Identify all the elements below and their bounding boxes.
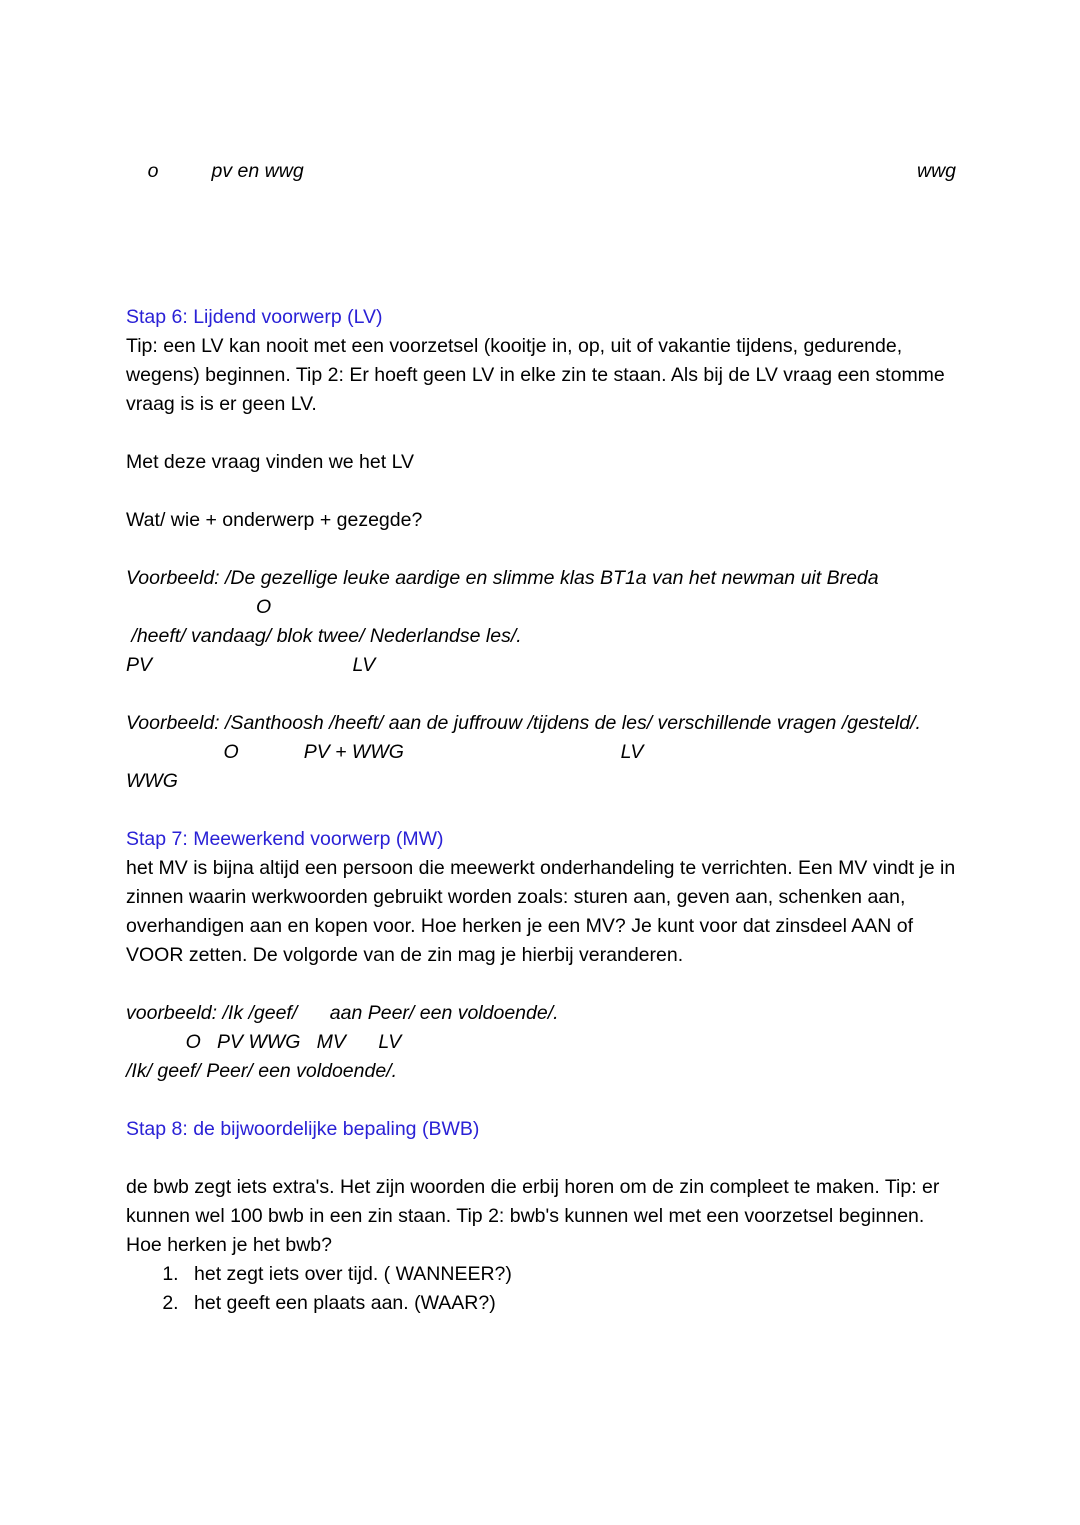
stap6-example2-labelrow2: WWG xyxy=(126,770,178,792)
spacer xyxy=(126,477,956,506)
stap7-example-line2: /Ik/ geef/ Peer/ een voldoende/. xyxy=(126,1060,398,1082)
header-right-label: wwg xyxy=(916,160,956,182)
list-item: 2. het geeft een plaats aan. (WAAR?) xyxy=(184,1289,956,1318)
header-left-label: pv en wwg xyxy=(211,160,304,182)
stap6-note-1: Met deze vraag vinden we het LV xyxy=(126,451,414,473)
section-heading-stap6: Stap 6: Lijdend voorwerp (LV) xyxy=(126,306,383,328)
section-body-stap7: het MV is bijna altijd een persoon die meewerkt onderhandeling te verrichten. Een MV vindt je in zinnen waarin werkwoorden gebruikt worden zoals: sturen aan, geven aan, schenken aan, overhandigen aan en kopen voor. Hoe herken je een MV? Je kunt voor dat zinsdeel AAN of VOOR zetten. De volgorde van de zin mag je hierbij veranderen. xyxy=(126,857,956,966)
stap6-example1-labelrow2: PV LV xyxy=(126,654,376,676)
stap6-example1-line2: /heeft/ vandaag/ blok twee/ Nederlandse les/. xyxy=(126,625,522,647)
section-heading-stap7: Stap 7: Meewerkend voorwerp (MW) xyxy=(126,828,444,850)
stap6-example1-labelrow1: O xyxy=(126,596,272,618)
stap6-note-2: Wat/ wie + onderwerp + gezegde? xyxy=(126,509,423,531)
spacer xyxy=(126,419,956,448)
spacer xyxy=(126,1086,956,1115)
stap7-example-labelrow: O PV WWG MV LV xyxy=(126,1031,402,1053)
header-marker: o xyxy=(147,160,159,182)
stap8-list xyxy=(126,1260,956,1318)
spacer xyxy=(126,796,956,825)
running-header xyxy=(126,128,956,215)
stap6-example2-line1: Voorbeeld: /Santhoosh /heeft/ aan de juffrouw /tijdens de les/ verschillende vragen /gesteld/. xyxy=(126,712,921,734)
section-body-stap8: de bwb zegt iets extra's. Het zijn woorden die erbij horen om de zin compleet te maken. Tip: er kunnen wel 100 bwb in een zin staan. Tip 2: bwb's kunnen wel met een voorzetsel beginnen. Hoe herken je het bwb? xyxy=(126,1176,940,1256)
spacer xyxy=(126,1144,956,1173)
list-item: 1. het zegt iets over tijd. ( WANNEER?) xyxy=(184,1260,956,1289)
section-heading-stap8: Stap 8: de bijwoordelijke bepaling (BWB) xyxy=(126,1118,480,1140)
spacer xyxy=(126,680,956,709)
stap6-example2-labelrow1: O PV + WWG LV xyxy=(126,741,644,763)
section-body-stap6: Tip: een LV kan nooit met een voorzetsel (kooitje in, op, uit of vakantie tijdens, gedurende, wegens) beginnen. Tip 2: Er hoeft geen LV in elke zin te staan. Als bij de LV vraag een stomme vraag is is er geen LV. xyxy=(126,335,945,415)
stap6-example1-line1: Voorbeeld: /De gezellige leuke aardige en slimme klas BT1a van het newman uit Breda xyxy=(126,567,879,589)
spacer xyxy=(126,535,956,564)
spacer xyxy=(126,970,956,999)
document-body xyxy=(126,303,956,1318)
stap7-example-line1: voorbeeld: /Ik /geef/ aan Peer/ een voldoende/. xyxy=(126,1002,559,1024)
